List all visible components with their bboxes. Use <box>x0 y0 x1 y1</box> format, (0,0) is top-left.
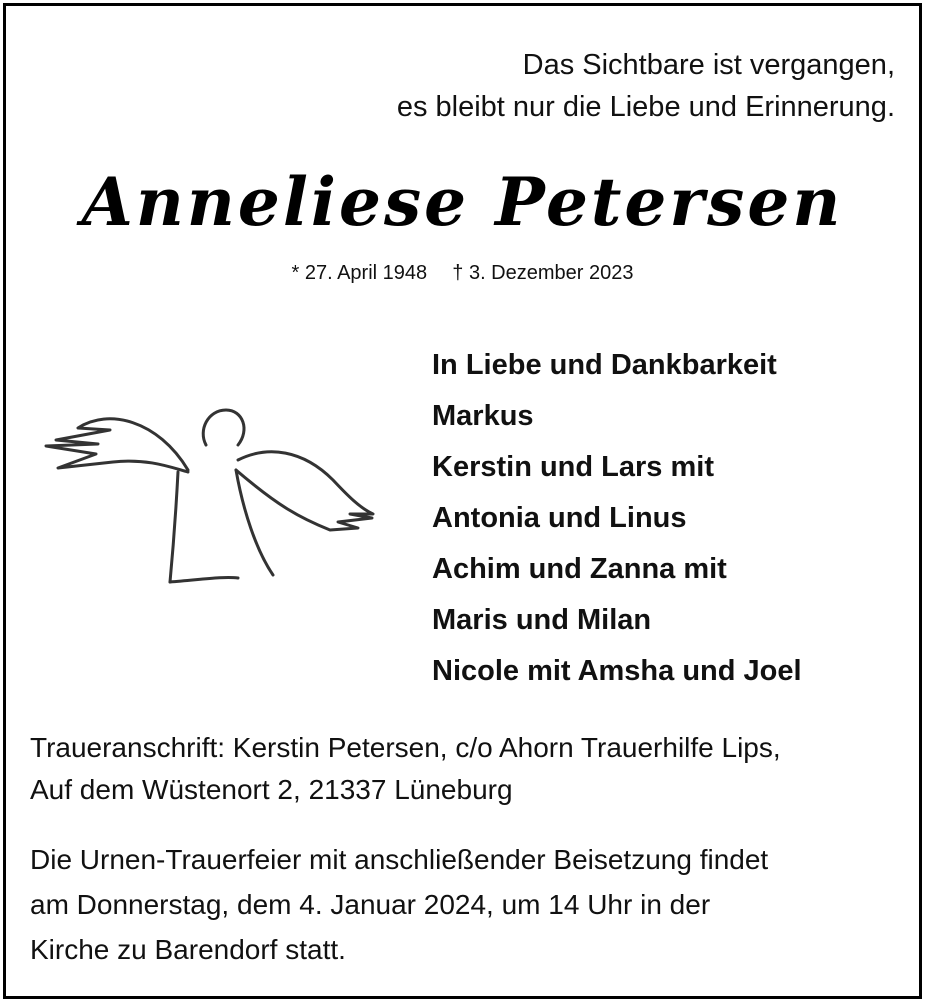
family-line: Nicole mit Amsha und Joel <box>432 655 802 687</box>
family-line: Maris und Milan <box>432 604 652 636</box>
family-line: In Liebe und Dankbarkeit <box>432 349 777 381</box>
ceremony-line: Die Urnen-Trauerfeier mit anschließender Beisetzung findet <box>30 844 769 875</box>
ceremony-info <box>30 837 900 972</box>
address-line: Auf dem Wüstenort 2, 21337 Lüneburg <box>30 774 513 805</box>
motto <box>195 44 895 128</box>
motto-line: Das Sichtbare ist vergangen, <box>522 49 895 81</box>
deceased-name: Anneliese Petersen <box>81 163 844 241</box>
family-list <box>432 340 902 697</box>
life-dates <box>0 262 925 285</box>
family-line: Markus <box>432 400 534 432</box>
ceremony-line: Kirche zu Barendorf statt. <box>30 934 346 965</box>
motto-line: es bleibt nur die Liebe und Erinnerung. <box>396 91 895 123</box>
family-line: Achim und Zanna mit <box>432 553 727 585</box>
birth-date: * 27. April 1948 <box>291 262 428 284</box>
address-line: Traueranschrift: Kerstin Petersen, c/o Ahorn Trauerhilfe Lips, <box>30 732 781 763</box>
family-line: Antonia und Linus <box>432 502 687 534</box>
angel-icon <box>38 400 378 590</box>
mourning-address <box>30 727 900 811</box>
family-line: Kerstin und Lars mit <box>432 451 714 483</box>
death-date: † 3. Dezember 2023 <box>452 262 634 284</box>
ceremony-line: am Donnerstag, dem 4. Januar 2024, um 14 Uhr in der <box>30 889 711 920</box>
